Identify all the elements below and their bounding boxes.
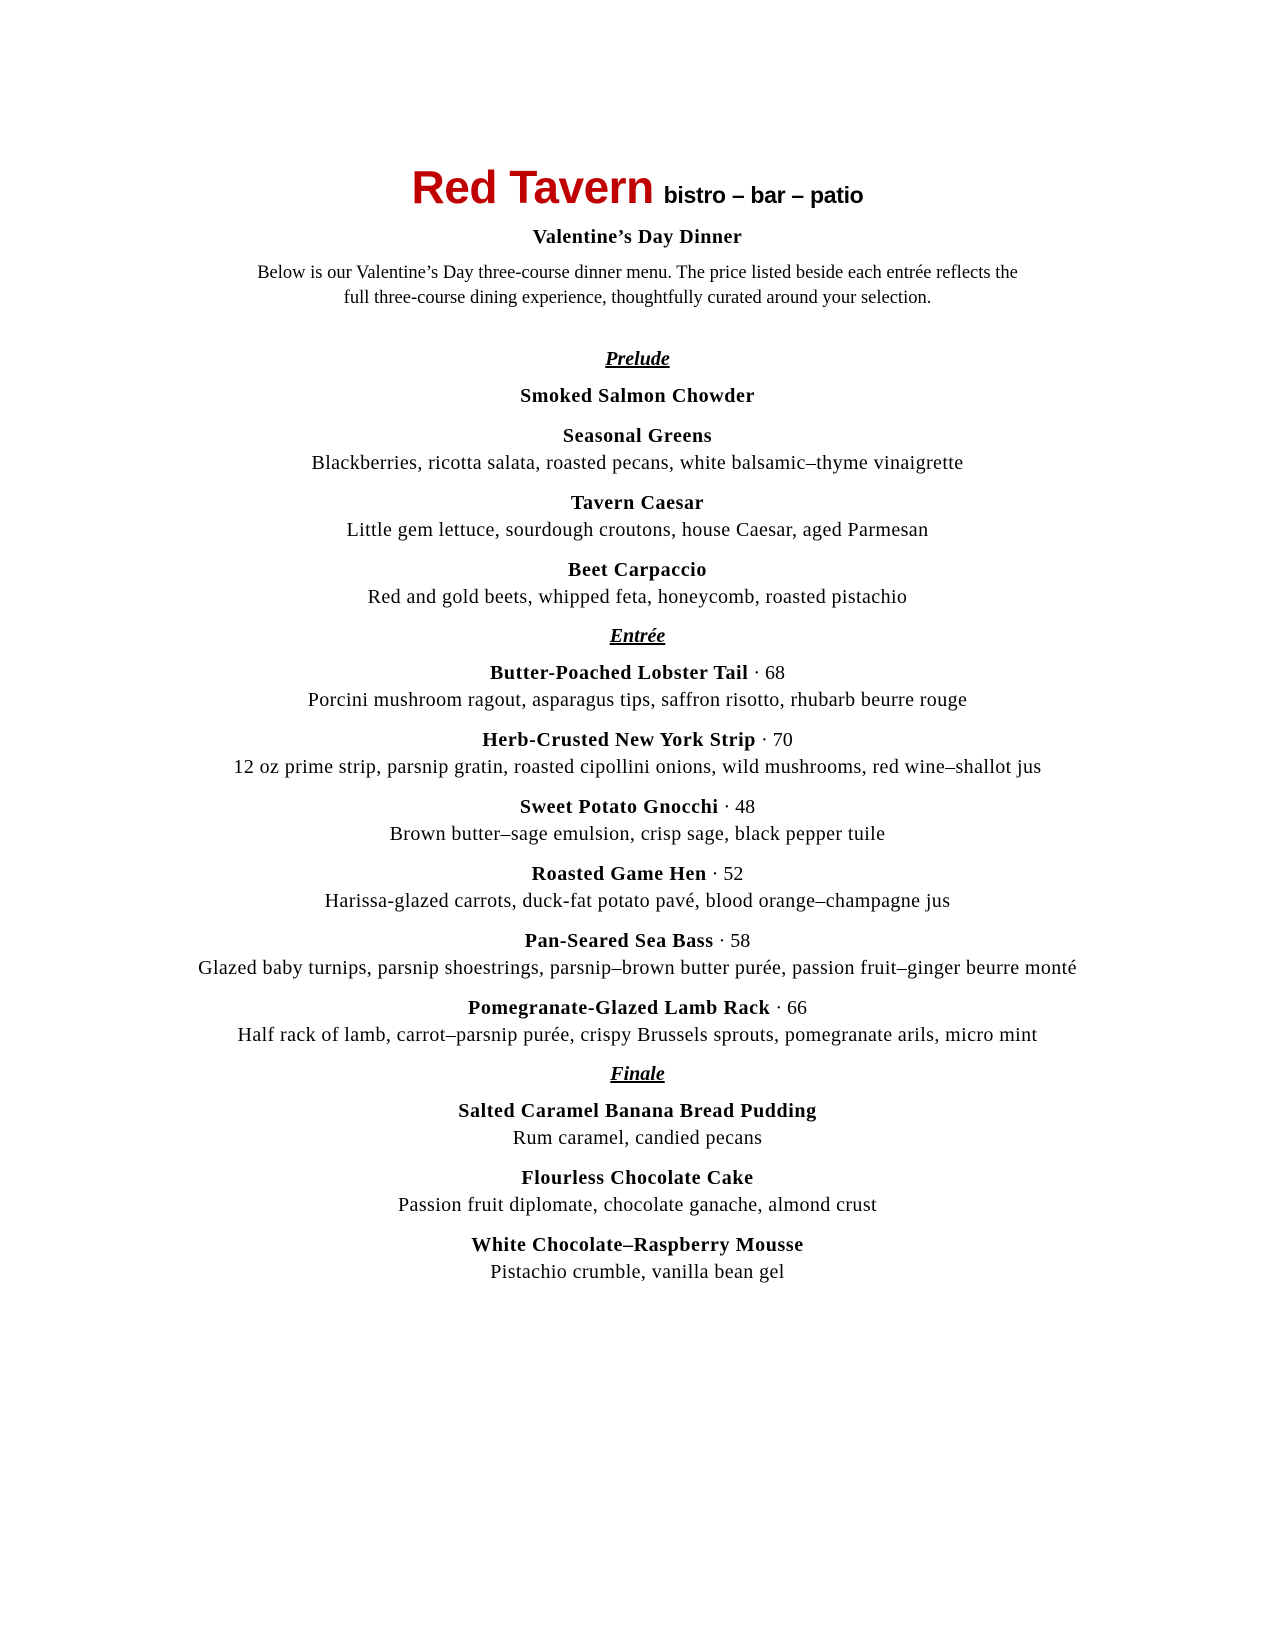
menu-item-title-line [0, 660, 1275, 687]
menu-header [0, 160, 1275, 220]
menu-item-name: Tavern Caesar [570, 492, 705, 514]
menu-item-description: Half rack of lamb, carrot–parsnip purée, crispy Brussels sprouts, pomegranate arils, micro mint [237, 1024, 1038, 1046]
menu-item-description: Little gem lettuce, sourdough croutons, house Caesar, aged Parmesan [346, 519, 929, 541]
menu-subtitle: Valentine’s Day Dinner [532, 226, 743, 248]
menu-item [0, 1165, 1275, 1219]
menu-item-name: Pomegranate-Glazed Lamb Rack [468, 997, 771, 1019]
menu-item [0, 794, 1275, 848]
menu-item-name: Sweet Potato Gnocchi [519, 796, 719, 818]
menu-item [0, 1232, 1275, 1286]
menu-item-description: Pistachio crumble, vanilla bean gel [490, 1261, 785, 1283]
menu-item-description: Porcini mushroom ragout, asparagus tips, saffron risotto, rhubarb beurre rouge [307, 689, 968, 711]
menu-item-name: White Chocolate–Raspberry Mousse [471, 1234, 804, 1256]
menu-item [0, 995, 1275, 1049]
menu-intro [0, 261, 1275, 311]
menu-item-title-line [0, 383, 1275, 410]
intro-line: full three-course dining experience, thoughtfully curated around your selection. [343, 288, 932, 308]
menu-item [0, 423, 1275, 477]
menu-item-price: · 48 [718, 796, 756, 818]
menu-item-name: Roasted Game Hen [531, 863, 707, 885]
menu-item-title-line [0, 995, 1275, 1022]
menu-item-name: Butter-Poached Lobster Tail [489, 662, 749, 684]
menu-item-name: Herb-Crusted New York Strip [482, 729, 757, 751]
menu-item [0, 557, 1275, 611]
restaurant-name: Red Tavern [411, 161, 654, 213]
menu-item-name: Salted Caramel Banana Bread Pudding [458, 1100, 817, 1122]
menu-item-name: Pan-Seared Sea Bass [524, 930, 714, 952]
menu-item [0, 861, 1275, 915]
menu-item-title-line [0, 1232, 1275, 1259]
menu-item-title-line [0, 861, 1275, 888]
menu-item-description: 12 oz prime strip, parsnip gratin, roasted cipollini onions, wild mushrooms, red wine–shallot jus [233, 756, 1042, 778]
menu-item-price: · 66 [770, 997, 807, 1019]
menu-item [0, 1098, 1275, 1152]
menu-item-title-line [0, 557, 1275, 584]
menu-item-title-line [0, 727, 1275, 754]
menu-item-price: · 58 [713, 930, 751, 952]
menu-item-title-line [0, 423, 1275, 450]
menu-item-description: Harissa-glazed carrots, duck-fat potato pavé, blood orange–champagne jus [324, 890, 951, 912]
menu-item-price: · 70 [756, 729, 793, 751]
menu-item-title-line [0, 490, 1275, 517]
menu-item-name: Flourless Chocolate Cake [521, 1167, 754, 1189]
menu-item-description: Passion fruit diplomate, chocolate ganache, almond crust [398, 1194, 877, 1216]
menu-item-title-line [0, 1165, 1275, 1192]
menu-item-name: Beet Carpaccio [568, 559, 707, 581]
menu-item-description: Glazed baby turnips, parsnip shoestrings, parsnip–brown butter purée, passion fruit–ginger beurre monté [198, 957, 1077, 979]
menu-item [0, 660, 1275, 714]
menu-item [0, 490, 1275, 544]
menu-item-title-line [0, 794, 1275, 821]
section-heading-entree: Entrée [609, 625, 666, 647]
menu-item-name: Seasonal Greens [562, 425, 713, 447]
section-heading-prelude: Prelude [605, 348, 670, 370]
menu-item-title-line [0, 1098, 1275, 1125]
menu-item [0, 727, 1275, 781]
menu-item-description: Rum caramel, candied pecans [512, 1127, 763, 1149]
intro-line: Below is our Valentine’s Day three-course dinner menu. The price listed beside each entrée reflects the [257, 263, 1018, 283]
menu-item-name: Smoked Salmon Chowder [520, 385, 755, 407]
menu-body [0, 346, 1275, 1286]
menu-item [0, 383, 1275, 410]
menu-item [0, 928, 1275, 982]
menu-item-description: Brown butter–sage emulsion, crisp sage, black pepper tuile [389, 823, 886, 845]
menu-item-price: · 68 [748, 662, 786, 684]
restaurant-tagline: bistro – bar – patio [663, 182, 864, 208]
menu-item-description: Blackberries, ricotta salata, roasted pecans, white balsamic–thyme vinaigrette [311, 452, 964, 474]
menu-item-description: Red and gold beets, whipped feta, honeycomb, roasted pistachio [367, 586, 908, 608]
section-heading-finale: Finale [610, 1063, 665, 1085]
menu-item-price: · 52 [706, 863, 744, 885]
menu-item-title-line [0, 928, 1275, 955]
